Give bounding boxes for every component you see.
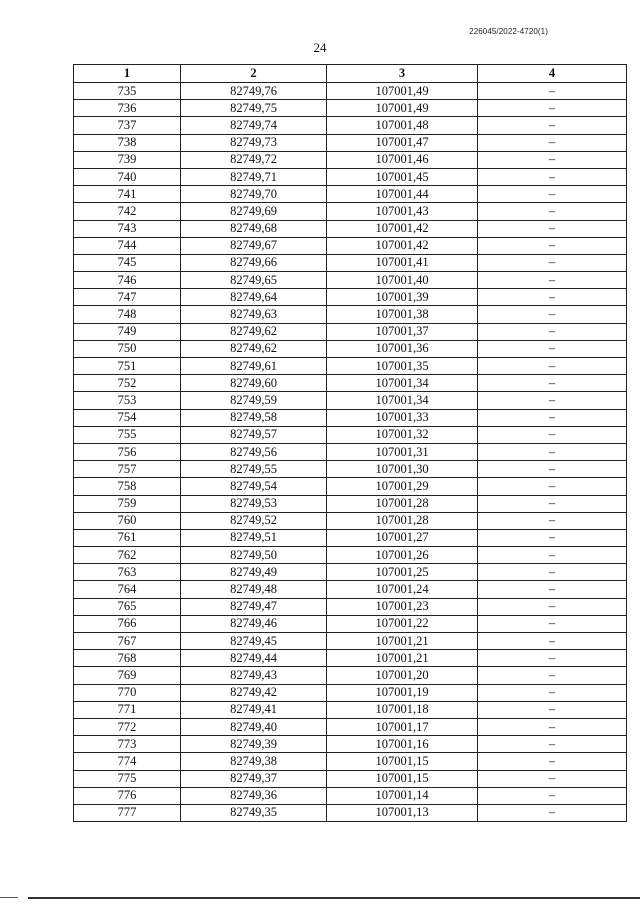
y-coordinate-cell: 107001,19 — [327, 684, 478, 701]
page-number: 24 — [313, 40, 327, 55]
y-coordinate-cell: 107001,20 — [327, 667, 478, 684]
point-number-cell: 756 — [74, 443, 181, 460]
y-coordinate-cell: 107001,46 — [327, 151, 478, 168]
note-cell: – — [478, 701, 627, 718]
note-cell: – — [478, 254, 627, 271]
x-coordinate-cell: 82749,71 — [181, 168, 327, 185]
note-cell: – — [478, 650, 627, 667]
table-row — [74, 186, 627, 203]
table-row — [74, 272, 627, 289]
table-row — [74, 168, 627, 185]
point-number-cell: 746 — [74, 272, 181, 289]
x-coordinate-cell: 82749,46 — [181, 615, 327, 632]
point-number-cell: 759 — [74, 495, 181, 512]
y-coordinate-cell: 107001,32 — [327, 426, 478, 443]
x-coordinate-cell: 82749,40 — [181, 718, 327, 735]
note-cell: – — [478, 83, 627, 100]
table-row — [74, 426, 627, 443]
footer-rule — [28, 897, 640, 899]
point-number-cell: 748 — [74, 306, 181, 323]
note-cell: – — [478, 667, 627, 684]
note-cell: – — [478, 718, 627, 735]
table-row — [74, 478, 627, 495]
point-number-cell: 769 — [74, 667, 181, 684]
y-coordinate-cell: 107001,15 — [327, 753, 478, 770]
note-cell: – — [478, 358, 627, 375]
note-cell: – — [478, 770, 627, 787]
table-row — [74, 461, 627, 478]
table-row — [74, 581, 627, 598]
y-coordinate-cell: 107001,27 — [327, 529, 478, 546]
point-number-cell: 771 — [74, 701, 181, 718]
x-coordinate-cell: 82749,60 — [181, 375, 327, 392]
column-header-3: 3 — [327, 65, 478, 83]
x-coordinate-cell: 82749,67 — [181, 237, 327, 254]
x-coordinate-cell: 82749,56 — [181, 443, 327, 460]
table-row — [74, 254, 627, 271]
note-cell: – — [478, 615, 627, 632]
y-coordinate-cell: 107001,37 — [327, 323, 478, 340]
note-cell: – — [478, 461, 627, 478]
y-coordinate-cell: 107001,47 — [327, 134, 478, 151]
note-cell: – — [478, 237, 627, 254]
table-row — [74, 684, 627, 701]
table-row — [74, 340, 627, 357]
y-coordinate-cell: 107001,24 — [327, 581, 478, 598]
table-row — [74, 237, 627, 254]
note-cell: – — [478, 443, 627, 460]
point-number-cell: 777 — [74, 804, 181, 821]
note-cell: – — [478, 117, 627, 134]
table-row — [74, 529, 627, 546]
x-coordinate-cell: 82749,58 — [181, 409, 327, 426]
x-coordinate-cell: 82749,69 — [181, 203, 327, 220]
table-row — [74, 718, 627, 735]
point-number-cell: 749 — [74, 323, 181, 340]
y-coordinate-cell: 107001,35 — [327, 358, 478, 375]
table-row — [74, 306, 627, 323]
y-coordinate-cell: 107001,26 — [327, 547, 478, 564]
header-row — [74, 65, 627, 83]
y-coordinate-cell: 107001,21 — [327, 633, 478, 650]
table-row — [74, 633, 627, 650]
table-row — [74, 117, 627, 134]
table-row — [74, 512, 627, 529]
note-cell: – — [478, 426, 627, 443]
point-number-cell: 768 — [74, 650, 181, 667]
x-coordinate-cell: 82749,59 — [181, 392, 327, 409]
note-cell: – — [478, 306, 627, 323]
x-coordinate-cell: 82749,54 — [181, 478, 327, 495]
point-number-cell: 767 — [74, 633, 181, 650]
table-row — [74, 83, 627, 100]
point-number-cell: 742 — [74, 203, 181, 220]
note-cell: – — [478, 272, 627, 289]
x-coordinate-cell: 82749,36 — [181, 787, 327, 804]
x-coordinate-cell: 82749,57 — [181, 426, 327, 443]
point-number-cell: 755 — [74, 426, 181, 443]
note-cell: – — [478, 581, 627, 598]
table-row — [74, 753, 627, 770]
table-row — [74, 100, 627, 117]
y-coordinate-cell: 107001,34 — [327, 375, 478, 392]
x-coordinate-cell: 82749,44 — [181, 650, 327, 667]
note-cell: – — [478, 100, 627, 117]
y-coordinate-cell: 107001,33 — [327, 409, 478, 426]
point-number-cell: 764 — [74, 581, 181, 598]
y-coordinate-cell: 107001,15 — [327, 770, 478, 787]
point-number-cell: 772 — [74, 718, 181, 735]
point-number-cell: 753 — [74, 392, 181, 409]
document-id: 226045/2022-4720(1) — [469, 27, 548, 36]
x-coordinate-cell: 82749,53 — [181, 495, 327, 512]
point-number-cell: 745 — [74, 254, 181, 271]
note-cell: – — [478, 289, 627, 306]
x-coordinate-cell: 82749,43 — [181, 667, 327, 684]
note-cell: – — [478, 134, 627, 151]
x-coordinate-cell: 82749,39 — [181, 736, 327, 753]
table-row — [74, 443, 627, 460]
y-coordinate-cell: 107001,16 — [327, 736, 478, 753]
table-row — [74, 787, 627, 804]
point-number-cell: 762 — [74, 547, 181, 564]
x-coordinate-cell: 82749,37 — [181, 770, 327, 787]
note-cell: – — [478, 340, 627, 357]
y-coordinate-cell: 107001,28 — [327, 512, 478, 529]
x-coordinate-cell: 82749,42 — [181, 684, 327, 701]
y-coordinate-cell: 107001,38 — [327, 306, 478, 323]
x-coordinate-cell: 82749,51 — [181, 529, 327, 546]
x-coordinate-cell: 82749,75 — [181, 100, 327, 117]
point-number-cell: 751 — [74, 358, 181, 375]
table-row — [74, 203, 627, 220]
y-coordinate-cell: 107001,29 — [327, 478, 478, 495]
y-coordinate-cell: 107001,30 — [327, 461, 478, 478]
table-row — [74, 564, 627, 581]
point-number-cell: 770 — [74, 684, 181, 701]
note-cell: – — [478, 684, 627, 701]
y-coordinate-cell: 107001,14 — [327, 787, 478, 804]
y-coordinate-cell: 107001,43 — [327, 203, 478, 220]
point-number-cell: 763 — [74, 564, 181, 581]
column-header-4: 4 — [478, 65, 627, 83]
note-cell: – — [478, 564, 627, 581]
x-coordinate-cell: 82749,47 — [181, 598, 327, 615]
y-coordinate-cell: 107001,17 — [327, 718, 478, 735]
x-coordinate-cell: 82749,49 — [181, 564, 327, 581]
table-row — [74, 495, 627, 512]
table-row — [74, 323, 627, 340]
point-number-cell: 776 — [74, 787, 181, 804]
note-cell: – — [478, 495, 627, 512]
point-number-cell: 757 — [74, 461, 181, 478]
point-number-cell: 738 — [74, 134, 181, 151]
y-coordinate-cell: 107001,31 — [327, 443, 478, 460]
note-cell: – — [478, 478, 627, 495]
x-coordinate-cell: 82749,62 — [181, 323, 327, 340]
y-coordinate-cell: 107001,45 — [327, 168, 478, 185]
point-number-cell: 747 — [74, 289, 181, 306]
point-number-cell: 735 — [74, 83, 181, 100]
table-row — [74, 701, 627, 718]
x-coordinate-cell: 82749,38 — [181, 753, 327, 770]
table-row — [74, 547, 627, 564]
note-cell: – — [478, 186, 627, 203]
y-coordinate-cell: 107001,21 — [327, 650, 478, 667]
note-cell: – — [478, 220, 627, 237]
x-coordinate-cell: 82749,70 — [181, 186, 327, 203]
point-number-cell: 741 — [74, 186, 181, 203]
y-coordinate-cell: 107001,28 — [327, 495, 478, 512]
coordinates-table — [73, 64, 627, 822]
point-number-cell: 737 — [74, 117, 181, 134]
point-number-cell: 761 — [74, 529, 181, 546]
note-cell: – — [478, 753, 627, 770]
table-row — [74, 220, 627, 237]
y-coordinate-cell: 107001,25 — [327, 564, 478, 581]
table-row — [74, 151, 627, 168]
x-coordinate-cell: 82749,74 — [181, 117, 327, 134]
x-coordinate-cell: 82749,73 — [181, 134, 327, 151]
x-coordinate-cell: 82749,48 — [181, 581, 327, 598]
note-cell: – — [478, 151, 627, 168]
note-cell: – — [478, 375, 627, 392]
table-row — [74, 375, 627, 392]
table-body — [74, 83, 627, 822]
x-coordinate-cell: 82749,72 — [181, 151, 327, 168]
x-coordinate-cell: 82749,62 — [181, 340, 327, 357]
y-coordinate-cell: 107001,49 — [327, 100, 478, 117]
x-coordinate-cell: 82749,52 — [181, 512, 327, 529]
note-cell: – — [478, 598, 627, 615]
note-cell: – — [478, 168, 627, 185]
x-coordinate-cell: 82749,64 — [181, 289, 327, 306]
point-number-cell: 736 — [74, 100, 181, 117]
y-coordinate-cell: 107001,42 — [327, 237, 478, 254]
y-coordinate-cell: 107001,36 — [327, 340, 478, 357]
note-cell: – — [478, 736, 627, 753]
y-coordinate-cell: 107001,34 — [327, 392, 478, 409]
table-row — [74, 134, 627, 151]
point-number-cell: 775 — [74, 770, 181, 787]
table-row — [74, 667, 627, 684]
note-cell: – — [478, 203, 627, 220]
x-coordinate-cell: 82749,45 — [181, 633, 327, 650]
x-coordinate-cell: 82749,41 — [181, 701, 327, 718]
y-coordinate-cell: 107001,41 — [327, 254, 478, 271]
footer-rule-left — [0, 897, 18, 898]
table-header — [74, 65, 627, 83]
y-coordinate-cell: 107001,49 — [327, 83, 478, 100]
x-coordinate-cell: 82749,76 — [181, 83, 327, 100]
x-coordinate-cell: 82749,50 — [181, 547, 327, 564]
column-header-2: 2 — [181, 65, 327, 83]
y-coordinate-cell: 107001,18 — [327, 701, 478, 718]
note-cell: – — [478, 547, 627, 564]
note-cell: – — [478, 512, 627, 529]
y-coordinate-cell: 107001,42 — [327, 220, 478, 237]
point-number-cell: 743 — [74, 220, 181, 237]
point-number-cell: 773 — [74, 736, 181, 753]
point-number-cell: 758 — [74, 478, 181, 495]
y-coordinate-cell: 107001,23 — [327, 598, 478, 615]
table-row — [74, 804, 627, 821]
point-number-cell: 766 — [74, 615, 181, 632]
table-row — [74, 358, 627, 375]
x-coordinate-cell: 82749,65 — [181, 272, 327, 289]
note-cell: – — [478, 633, 627, 650]
point-number-cell: 754 — [74, 409, 181, 426]
x-coordinate-cell: 82749,55 — [181, 461, 327, 478]
note-cell: – — [478, 804, 627, 821]
table-row — [74, 615, 627, 632]
y-coordinate-cell: 107001,39 — [327, 289, 478, 306]
x-coordinate-cell: 82749,61 — [181, 358, 327, 375]
note-cell: – — [478, 787, 627, 804]
table-row — [74, 650, 627, 667]
point-number-cell: 739 — [74, 151, 181, 168]
note-cell: – — [478, 392, 627, 409]
y-coordinate-cell: 107001,13 — [327, 804, 478, 821]
y-coordinate-cell: 107001,44 — [327, 186, 478, 203]
note-cell: – — [478, 409, 627, 426]
table-row — [74, 392, 627, 409]
x-coordinate-cell: 82749,63 — [181, 306, 327, 323]
table-row — [74, 289, 627, 306]
point-number-cell: 744 — [74, 237, 181, 254]
table-row — [74, 736, 627, 753]
point-number-cell: 774 — [74, 753, 181, 770]
note-cell: – — [478, 529, 627, 546]
point-number-cell: 760 — [74, 512, 181, 529]
y-coordinate-cell: 107001,48 — [327, 117, 478, 134]
table-row — [74, 770, 627, 787]
point-number-cell: 765 — [74, 598, 181, 615]
note-cell: – — [478, 323, 627, 340]
x-coordinate-cell: 82749,35 — [181, 804, 327, 821]
column-header-1: 1 — [74, 65, 181, 83]
table-row — [74, 598, 627, 615]
point-number-cell: 740 — [74, 168, 181, 185]
y-coordinate-cell: 107001,40 — [327, 272, 478, 289]
point-number-cell: 752 — [74, 375, 181, 392]
table-row — [74, 409, 627, 426]
point-number-cell: 750 — [74, 340, 181, 357]
x-coordinate-cell: 82749,66 — [181, 254, 327, 271]
y-coordinate-cell: 107001,22 — [327, 615, 478, 632]
x-coordinate-cell: 82749,68 — [181, 220, 327, 237]
